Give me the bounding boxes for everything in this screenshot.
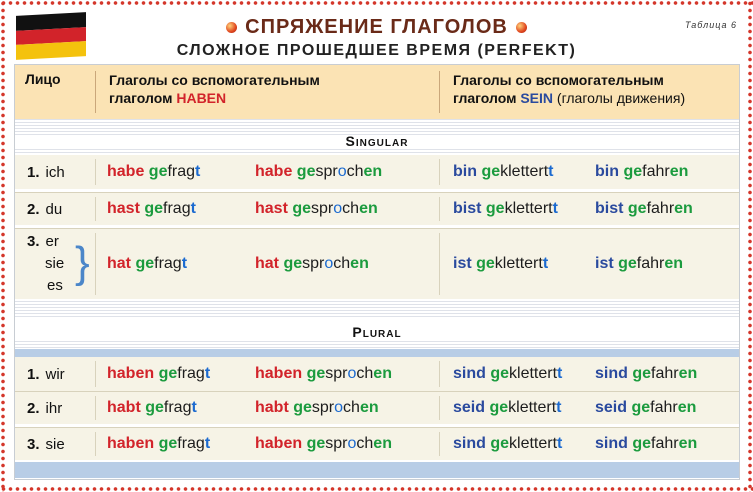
header-haben: Глаголы со вспомогательным глаголом HABEN: [109, 72, 320, 106]
verb-geklettert: sind ge klettert t: [453, 365, 563, 382]
verb-gesprochen: hast ge spr o ch en: [255, 200, 378, 217]
verb-geklettert: sind ge klettert t: [453, 435, 563, 452]
verb-gesprochen: haben ge spr o ch en: [255, 365, 392, 382]
verb-gefahren: bin ge fahr en: [595, 163, 689, 180]
person-cell: 2. du: [27, 200, 63, 218]
table-row: [15, 155, 739, 189]
border-dots-bottom: [0, 486, 753, 492]
border-dots-top: [0, 0, 753, 6]
blue-band: [15, 462, 739, 478]
person-cell: 3. sie: [27, 435, 65, 453]
verb-gefragt: haben ge frag t: [107, 435, 211, 452]
verb-gefahren: sind ge fahr en: [595, 435, 698, 452]
verb-geklettert: ist ge klettert t: [453, 255, 549, 272]
stripe-band: [15, 301, 739, 317]
verb-gefahren: sind ge fahr en: [595, 365, 698, 382]
verb-gefahren: ist ge fahr en: [595, 255, 684, 272]
ornament-icon: [516, 22, 527, 33]
header-divider: [439, 71, 440, 113]
conjugation-table: [14, 64, 740, 480]
header-divider: [95, 71, 96, 113]
table-row: [15, 392, 739, 424]
table-header: [15, 65, 739, 119]
table-row: [15, 428, 739, 460]
table-row: [15, 357, 739, 391]
verb-gesprochen: haben ge spr o ch en: [255, 435, 392, 452]
verb-gefahren: seid ge fahr en: [595, 399, 697, 416]
border-dots-left: [0, 0, 6, 492]
ornament-icon: [226, 22, 237, 33]
person-cell: 1. wir: [27, 365, 65, 383]
table-number: Таблица 6: [684, 20, 737, 30]
section-plural: Plural: [352, 324, 402, 340]
header-person: Лицо: [25, 71, 61, 87]
border-dots-right: [747, 0, 753, 492]
verb-gefragt: habe ge frag t: [107, 163, 201, 180]
person-cell: 1. ich: [27, 163, 65, 181]
verb-gefragt: haben ge frag t: [107, 365, 211, 382]
person-cell: 2. ihr: [27, 399, 63, 417]
person-cell: 3. er sie es: [27, 233, 65, 294]
header-sein: Глаголы со вспомогательным глаголом SEIN (глаголы движения): [453, 72, 686, 106]
table-row: [15, 229, 739, 299]
verb-gesprochen: hat ge spr o ch en: [255, 255, 369, 272]
poster-subtitle: СЛОЖНОЕ ПРОШЕДШЕЕ ВРЕМЯ (PERFEKT): [176, 42, 577, 59]
table-row: [15, 193, 739, 225]
verb-geklettert: bin ge klettert t: [453, 163, 554, 180]
verb-gefahren: bist ge fahr en: [595, 200, 693, 217]
section-singular: Singular: [345, 133, 409, 149]
verb-gesprochen: habt ge spr o ch en: [255, 399, 379, 416]
verb-geklettert: seid ge klettert t: [453, 399, 562, 416]
verb-geklettert: bist ge klettert t: [453, 200, 558, 217]
brace-icon: }: [75, 238, 90, 287]
blue-band: [15, 349, 739, 357]
verb-gefragt: hast ge frag t: [107, 200, 196, 217]
verb-gesprochen: habe ge spr o ch en: [255, 163, 383, 180]
verb-gefragt: hat ge frag t: [107, 255, 188, 272]
verb-gefragt: habt ge frag t: [107, 399, 197, 416]
poster-title: СПРЯЖЕНИЕ ГЛАГОЛОВ: [0, 16, 753, 39]
